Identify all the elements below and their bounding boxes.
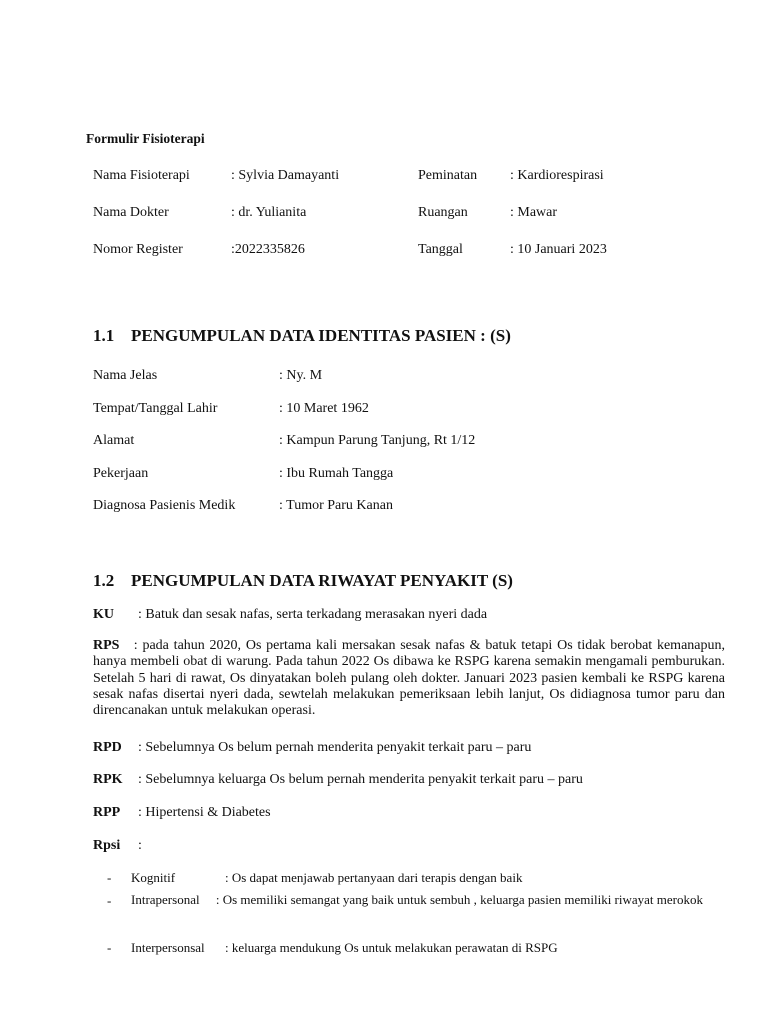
bullet-dash: - <box>107 893 112 908</box>
rpp-value: : Hipertensi & Diabetes <box>138 805 271 820</box>
rps-paragraph <box>93 638 725 719</box>
rpk-label: RPK <box>93 772 123 787</box>
field-label: Alamat <box>93 433 135 448</box>
peminatan-label: Peminatan <box>418 168 478 183</box>
rps-value: : pada tahun 2020, Os pertama kali mersakan sesak nafas & batuk tetapi Os tidak berobat kemanapun, hanya membeli obat di warung. Pada tahun 2022 Os dibawa ke RSPG karena semakin mengamali pemburukan. Setelah 5 hari di rawat, Os dinyatakan boleh pulang oleh dokter. Januari 2023 pasien kembali ke RSPG karena sesak nafas disertai nyeri dada, sewtelah melakukan pemeriksaan lebih lanjut, Os didiagnosa tumor paru dan direncanakan untuk melakukan operasi. <box>93 638 725 719</box>
bullet-dash: - <box>107 940 112 955</box>
nama-fisioterapi-label: Nama Fisioterapi <box>93 168 190 183</box>
form-title: Formulir Fisioterapi <box>86 131 205 146</box>
rpsi-label: Rpsi <box>93 838 121 853</box>
rps-label: RPS <box>93 638 120 653</box>
field-label: Nama Jelas <box>93 368 158 383</box>
ruangan-label: Ruangan <box>418 205 468 220</box>
field-value: : Ibu Rumah Tangga <box>279 466 394 481</box>
section1-number: 1.1 <box>93 326 115 345</box>
section1-title: PENGUMPULAN DATA IDENTITAS PASIEN : (S) <box>131 326 511 345</box>
nama-dokter-label: Nama Dokter <box>93 205 169 220</box>
nama-fisioterapi-value: : Sylvia Damayanti <box>231 168 340 183</box>
bullet-value: : keluarga mendukung Os untuk melakukan perawatan di RSPG <box>225 940 558 955</box>
bullet-label: Interpersonsal <box>131 940 205 955</box>
bullet-intrapersonal <box>131 889 725 911</box>
tanggal-label: Tanggal <box>418 242 463 257</box>
ruangan-value: : Mawar <box>510 205 558 220</box>
field-value: : Tumor Paru Kanan <box>279 498 393 513</box>
nomor-register-label: Nomor Register <box>93 242 183 257</box>
field-value: : Kampun Parung Tanjung, Rt 1/12 <box>279 433 476 448</box>
field-label: Pekerjaan <box>93 466 149 481</box>
peminatan-value: : Kardiorespirasi <box>510 168 604 183</box>
rpp-label: RPP <box>93 805 121 820</box>
field-label: Tempat/Tanggal Lahir <box>93 401 218 416</box>
field-value: : 10 Maret 1962 <box>279 401 369 416</box>
bullet-label: Kognitif <box>131 870 176 885</box>
ku-value: : Batuk dan sesak nafas, serta terkadang merasakan nyeri dada <box>138 607 488 622</box>
rpd-value: : Sebelumnya Os belum pernah menderita penyakit terkait paru – paru <box>138 740 532 755</box>
tanggal-value: : 10 Januari 2023 <box>510 242 607 257</box>
nomor-register-value: :2022335826 <box>231 242 305 257</box>
bullet-label: Intrapersonal <box>131 892 200 907</box>
field-label: Diagnosa Pasienis Medik <box>93 498 236 513</box>
rpk-value: : Sebelumnya keluarga Os belum pernah menderita penyakit terkait paru – paru <box>138 772 583 787</box>
section2-title: PENGUMPULAN DATA RIWAYAT PENYAKIT (S) <box>131 571 513 590</box>
field-value: : Ny. M <box>279 368 323 383</box>
rpd-label: RPD <box>93 740 122 755</box>
bullet-dash: - <box>107 870 112 885</box>
bullet-value: : Os dapat menjawab pertanyaan dari terapis dengan baik <box>225 870 523 885</box>
ku-label: KU <box>93 607 114 622</box>
rpsi-value: : <box>138 838 142 853</box>
section2-number: 1.2 <box>93 571 115 590</box>
nama-dokter-value: : dr. Yulianita <box>231 205 307 220</box>
bullet-value: : Os memiliki semangat yang baik untuk sembuh , keluarga pasien memiliki riwayat merokok <box>215 892 704 907</box>
